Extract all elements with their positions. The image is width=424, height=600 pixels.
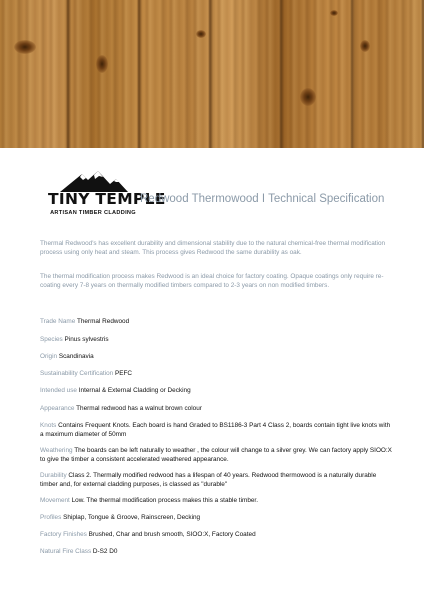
spec-sustainability (40, 370, 392, 379)
spec-label: Durability (40, 472, 67, 479)
spec-value: D-S2 D0 (92, 548, 118, 555)
spec-intended-use (40, 387, 392, 396)
mountain-logo-icon (48, 170, 138, 192)
spec-appearance (40, 405, 392, 414)
spec-label: Intended use (40, 387, 77, 394)
spec-value: Thermal Redwood (76, 318, 130, 325)
spec-weathering (40, 447, 392, 464)
spec-label: Origin (40, 353, 58, 360)
tiny-temple-logo (48, 170, 166, 224)
spec-label: Appearance (40, 405, 75, 412)
spec-value: Contains Frequent Knots. Each board is hand Graded to BS1186-3 Part 4 Class 2, boards contain tight live knots with a maximum diameter of 50mm (40, 422, 391, 438)
spec-value: The boards can be left naturally to weather , the colour will change to a silver grey. We can factory apply SIOO:X to give the timber a consistent accelerated weathered appearance. (40, 447, 392, 463)
spec-label: Factory Finishes (40, 531, 87, 538)
spec-label: Natural Fire Class (40, 548, 92, 555)
spec-origin (40, 353, 392, 362)
intro-paragraph: Thermal Redwood's has excellent durability and dimensional stability due to the natural chemical-free thermal modification process using only heat and steam. This process gives Redwood the same durability as oak. (40, 240, 386, 256)
spec-durability (40, 472, 392, 489)
spec-value: PEFC (114, 370, 132, 377)
wood-hero-image (0, 0, 424, 148)
spec-value: Internal & External Cladding or Decking (78, 387, 191, 394)
spec-species (40, 336, 392, 345)
spec-factory-finishes (40, 531, 392, 540)
spec-label: Trade Name (40, 318, 76, 325)
spec-value: Low. The thermal modification process makes this a stable timber. (71, 497, 258, 504)
brand-name: TINY TEMPLE (48, 190, 166, 208)
spec-label: Movement (40, 497, 70, 504)
brand-tagline: ARTISAN TIMBER CLADDING (50, 210, 136, 216)
spec-value: Pinus sylvestris (64, 336, 109, 343)
document-title: Redwood Thermowood I Technical Specification (140, 193, 385, 205)
spec-label: Species (40, 336, 63, 343)
spec-label: Knots (40, 422, 57, 429)
spec-profiles (40, 514, 392, 523)
spec-label: Weathering (40, 447, 73, 454)
spec-fire-class (40, 548, 392, 557)
spec-value: Class 2. Thermally modified redwood has a lifespan of 40 years. Redwood thermowood is a naturally durable timber and, for external cladding purposes, is classed as "durable" (40, 472, 377, 488)
spec-value: Scandinavia (58, 353, 94, 360)
spec-trade-name (40, 318, 392, 327)
spec-label: Profiles (40, 514, 62, 521)
intro-paragraph: The thermal modification process makes Redwood is an ideal choice for factory coating. Opaque coatings only require re-coating every 7-8 years on thermally modified timbers compared to 2-3 years on non modified timbers. (40, 273, 384, 289)
spec-knots (40, 422, 392, 439)
spec-value: Thermal redwood has a walnut brown colour (76, 405, 202, 412)
spec-value: Shiplap, Tongue & Groove, Rainscreen, Decking (63, 514, 201, 521)
spec-value: Brushed, Char and brush smooth, SIOO:X, Factory Coated (88, 531, 256, 538)
spec-label: Sustainability Certification (40, 370, 114, 377)
spec-movement (40, 497, 392, 506)
